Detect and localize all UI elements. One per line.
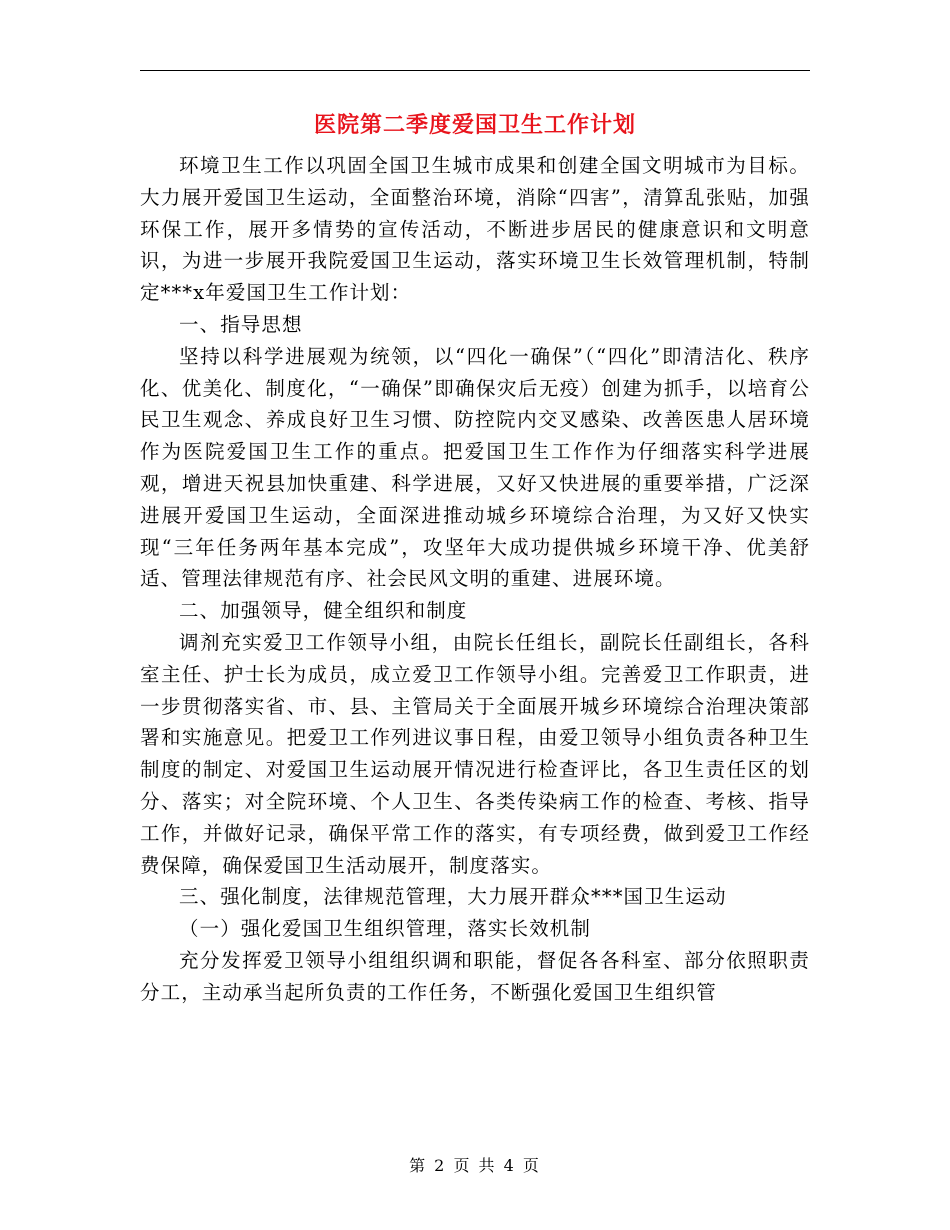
section-heading-regulation: 三、强化制度，法律规范管理，大力展开群众***国卫生运动 <box>179 885 727 909</box>
subsection-heading-organization: （一）强化爱国卫生组织管理，落实长效机制 <box>179 917 592 941</box>
header-rule <box>140 70 810 71</box>
page-number-footer: 第 2 页 共 4 页 <box>409 1156 541 1175</box>
section-heading-guiding-ideology: 一、指导思想 <box>179 312 303 336</box>
section-heading-leadership: 二、加强领导，健全组织和制度 <box>179 599 468 623</box>
document-title: 医院第二季度爱国卫生工作计划 <box>313 112 636 138</box>
paragraph-leadership: 调剂充实爱卫工作领导小组，由院长任组长，副院长任副组长，各科室主任、护士长为成员，成立爱卫工作领导小组。完善爱卫工作职责，进一步贯彻落实省、市、县、主管局关于全面展开城乡环境综合治理决策部署和实施意见。把爱卫工作列进议事日程，由爱卫领导小组负责各种卫生制度的制定、对爱国卫生运动展开情况进行检查评比，各卫生责任区的划分、落实；对全院环境、个人卫生、各类传染病工作的检查、考核、指导工作，并做好记录，确保平常工作的落实，有专项经费，做到爱卫工作经费保障，确保爱国卫生活动展开，制度落实。 <box>140 630 810 877</box>
paragraph-guiding-ideology: 坚持以科学进展观为统领，以“四化一确保”（“四化”即清洁化、秩序化、优美化、制度化，“一确保”即确保灾后无疫）创建为抓手，以培育公民卫生观念、养成良好卫生习惯、防控院内交叉感染、改善医患人居环境作为医院爱国卫生工作的重点。把爱国卫生工作作为仔细落实科学进展观，增进天祝县加快重建、科学进展，又好又快进展的重要举措，广泛深进展开爱国卫生运动，全面深进推动城乡环境综合治理，为又好又快实现“三年任务两年基本完成”，攻坚年大成功提供城乡环境干净、优美舒适、管理法律规范有序、社会民风文明的重建、进展环境。 <box>140 344 810 591</box>
paragraph-organization: 充分发挥爱卫领导小组组织调和职能，督促各各科室、部分依照职责分工，主动承当起所负责的工作任务，不断强化爱国卫生组织管 <box>140 948 810 1004</box>
paragraph-intro: 环境卫生工作以巩固全国卫生城市成果和创建全国文明城市为目标。大力展开爱国卫生运动，全面整治环境，消除“四害”，清算乱张贴，加强环保工作，展开多情势的宣传活动，不断进步居民的健康意识和文明意识，为进一步展开我院爱国卫生运动，落实环境卫生长效管理机制，特制定***x年爱国卫生工作计划： <box>140 154 810 305</box>
document-body <box>140 150 810 1009</box>
